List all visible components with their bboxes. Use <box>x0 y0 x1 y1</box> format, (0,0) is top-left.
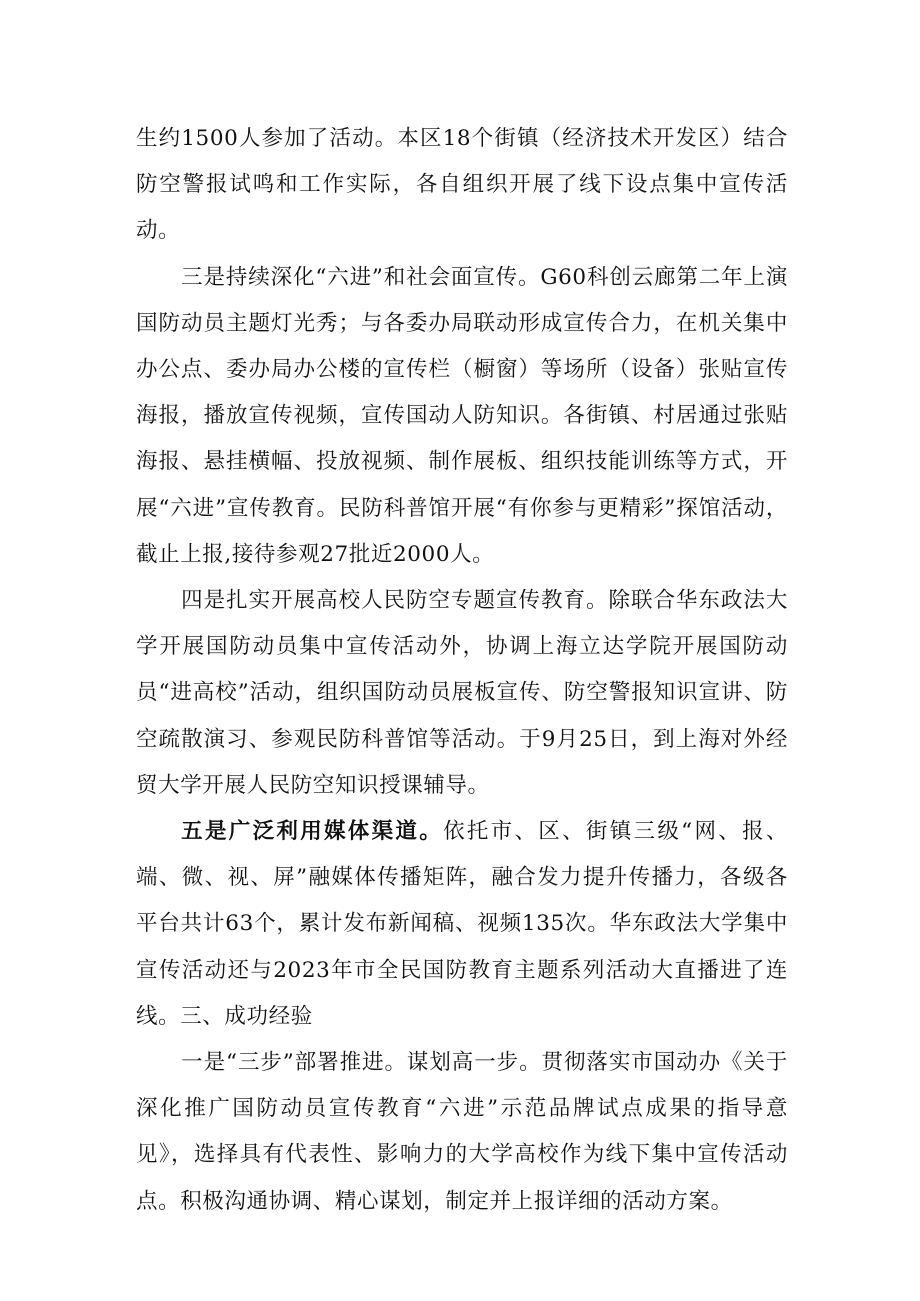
paragraph-text: 依托市、区、街镇三级“网、报、端、微、视、屏”融媒体传播矩阵，融合发力提升传播力，各级各平台共计63个，累计发布新闻稿、视频135次。华东政法大学集中宣传活动还与2023年市全民国防教育主题系列活动大直播进了连线。三、成功经验 <box>136 819 788 1029</box>
paragraph-text: 生约1500人参加了活动。本区18个街镇（经济技术开发区）结合防空警报试鸣和工作实际，各自组织开展了线下设点集中宣传活动。 <box>136 126 788 244</box>
document-body <box>136 116 788 1225</box>
paragraph-five <box>136 809 788 1040</box>
paragraph-three <box>136 255 788 578</box>
paragraph-four <box>136 578 788 809</box>
paragraph-text: 一是“三步”部署推进。谋划高一步。贯彻落实市国动办《关于深化推广国防动员宣传教育“六进”示范品牌试点成果的指导意见》，选择具有代表性、影响力的大学高校作为线下集中宣传活动点。积极沟通协调、精心谋划，制定并上报详细的活动方案。 <box>136 1050 788 1214</box>
paragraph-experience-one <box>136 1040 788 1225</box>
paragraph-text: 四是扎实开展高校人民防空专题宣传教育。除联合华东政法大学开展国防动员集中宣传活动外，协调上海立达学院开展国防动员“进高校”活动，组织国防动员展板宣传、防空警报知识宣讲、防空疏散演习、参观民防科普馆等活动。于9月25日，到上海对外经贸大学开展人民防空知识授课辅导。 <box>136 588 788 798</box>
paragraph-continuation <box>136 116 788 255</box>
paragraph-text: 三是持续深化“六进”和社会面宣传。G60科创云廊第二年上演国防动员主题灯光秀；与各委办局联动形成宣传合力，在机关集中办公点、委办局办公楼的宣传栏（橱窗）等场所（设备）张贴宣传海报，播放宣传视频，宣传国动人防知识。各街镇、村居通过张贴海报、悬挂横幅、投放视频、制作展板、组织技能训练等方式，开展“六进”宣传教育。民防科普馆开展“有你参与更精彩”探馆活动，截止上报,接待参观27批近2000人。 <box>136 264 788 567</box>
paragraph-lead-heading: 五是广泛利用媒体渠道。 <box>181 819 444 845</box>
